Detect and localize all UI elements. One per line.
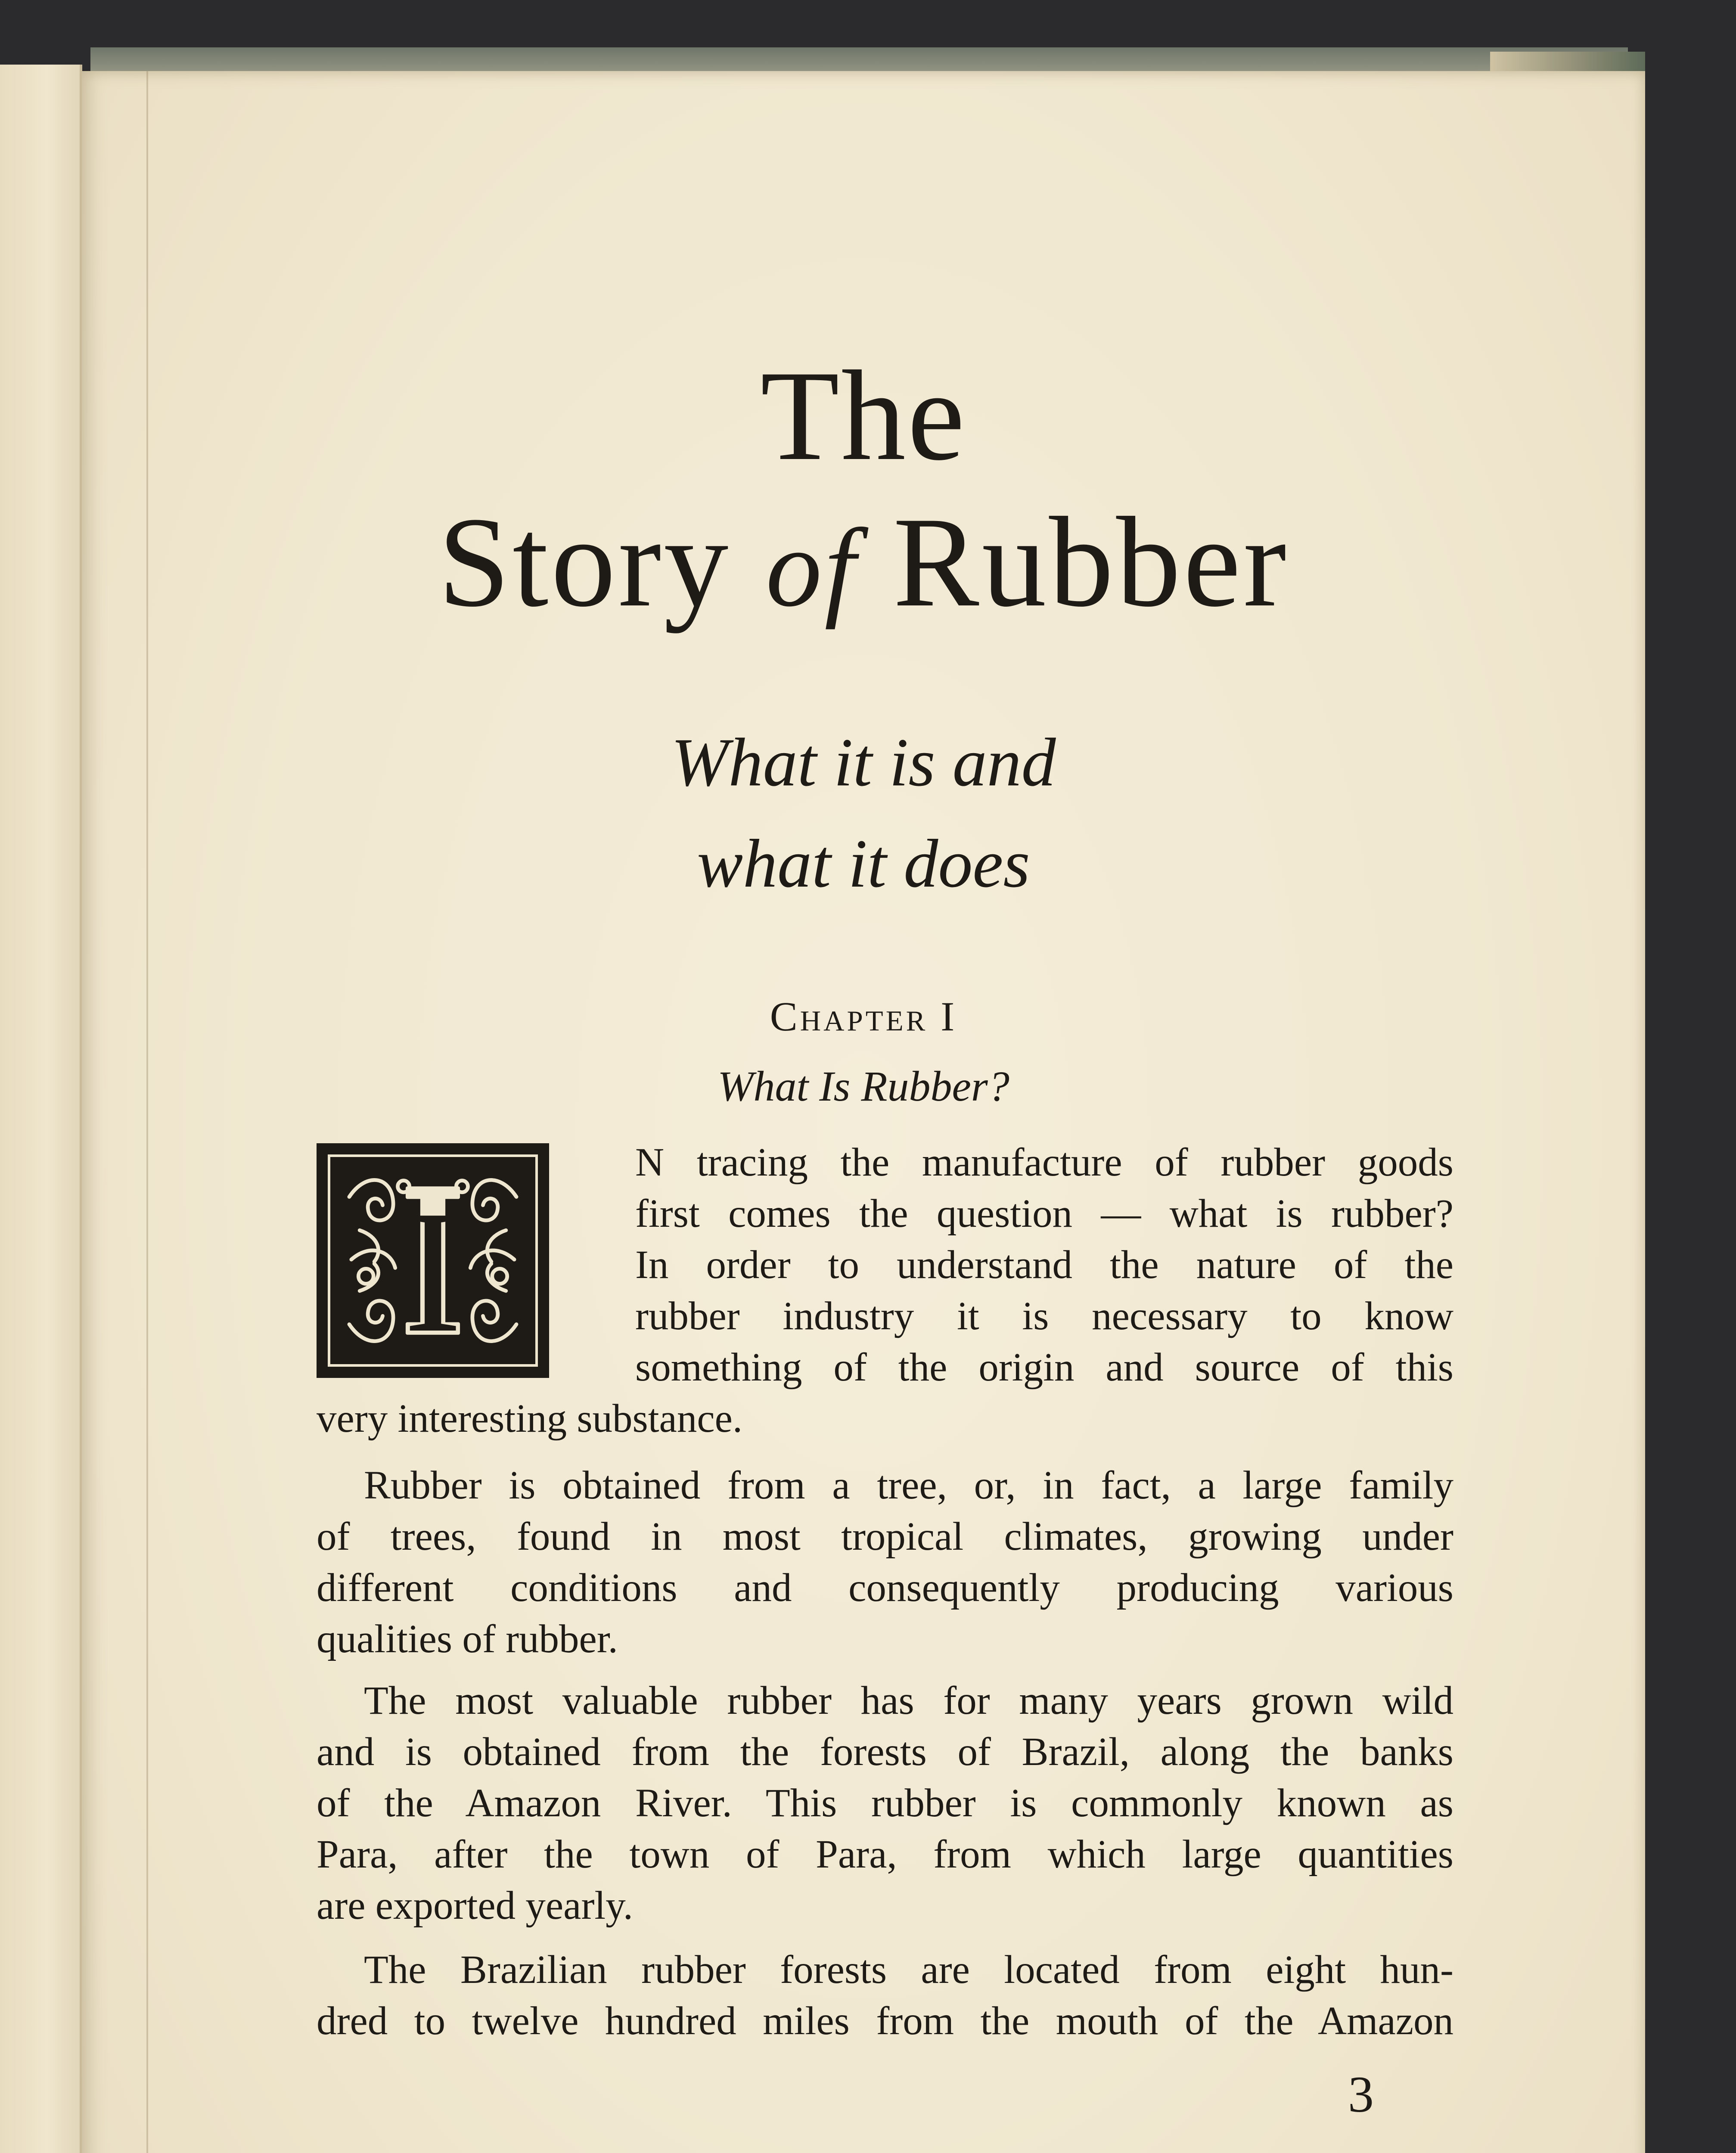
book-page <box>82 71 1645 2153</box>
paragraph-line: qualities of rubber. <box>317 1617 618 1661</box>
paragraph-line: of trees, found in most tropical climates, growing under <box>317 1514 1453 1559</box>
title-line-1: The <box>760 344 967 487</box>
paragraph-line: and is obtained from the forests of Brazil, along the banks <box>317 1730 1453 1774</box>
paragraph-line: The most valuable rubber has for many years grown wild <box>364 1678 1453 1723</box>
paragraph-line: of the Amazon River. This rubber is commonly known as <box>317 1781 1453 1825</box>
paragraph-line: something of the origin and source of this <box>635 1345 1453 1390</box>
paragraph-line: Rubber is obtained from a tree, or, in fact, a large family <box>364 1463 1453 1508</box>
subtitle-line-1: What it is and <box>671 724 1056 800</box>
chapter-title: What Is Rubber? <box>717 1062 1009 1110</box>
paragraph-line: very interesting substance. <box>317 1396 743 1441</box>
paragraph-1-beside-cap <box>635 1137 1453 1393</box>
title-rubber: Rubber <box>893 490 1289 633</box>
paragraph-line: Para, after the town of Para, from which large quantities <box>317 1832 1453 1877</box>
title-story: Story <box>438 490 731 633</box>
paragraph-4 <box>317 1944 1453 2047</box>
title-line-2 <box>82 490 1645 633</box>
paragraph-line: are exported yearly. <box>317 1883 633 1928</box>
paragraph-2 <box>317 1460 1453 1665</box>
drop-cap-ornament-icon <box>320 1147 546 1374</box>
paragraph-line: In order to understand the nature of the <box>635 1243 1453 1287</box>
paragraph-line: rubber industry it is necessary to know <box>635 1294 1453 1338</box>
paragraph-1-continued <box>317 1393 1453 1444</box>
subtitle-line-2: what it does <box>697 825 1030 902</box>
left-page-sliver <box>0 65 82 2153</box>
title-of: of <box>766 506 858 630</box>
paragraph-line: different conditions and consequently producing various <box>317 1566 1453 1610</box>
chapter-label: Chapter I <box>770 993 957 1039</box>
page-number: 3 <box>1348 2066 1374 2123</box>
paragraph-line: N tracing the manufacture of rubber goods <box>635 1140 1453 1185</box>
paragraph-line: first comes the question — what is rubber? <box>635 1191 1453 1236</box>
paragraph-3 <box>317 1675 1453 1931</box>
paragraph-line: dred to twelve hundred miles from the mouth of the Amazon <box>317 1999 1453 2043</box>
paragraph-line: The Brazilian rubber forests are located from eight hun- <box>364 1948 1453 1992</box>
ornamental-drop-cap <box>317 1143 549 1378</box>
drop-cap-letter: I <box>404 1175 462 1369</box>
